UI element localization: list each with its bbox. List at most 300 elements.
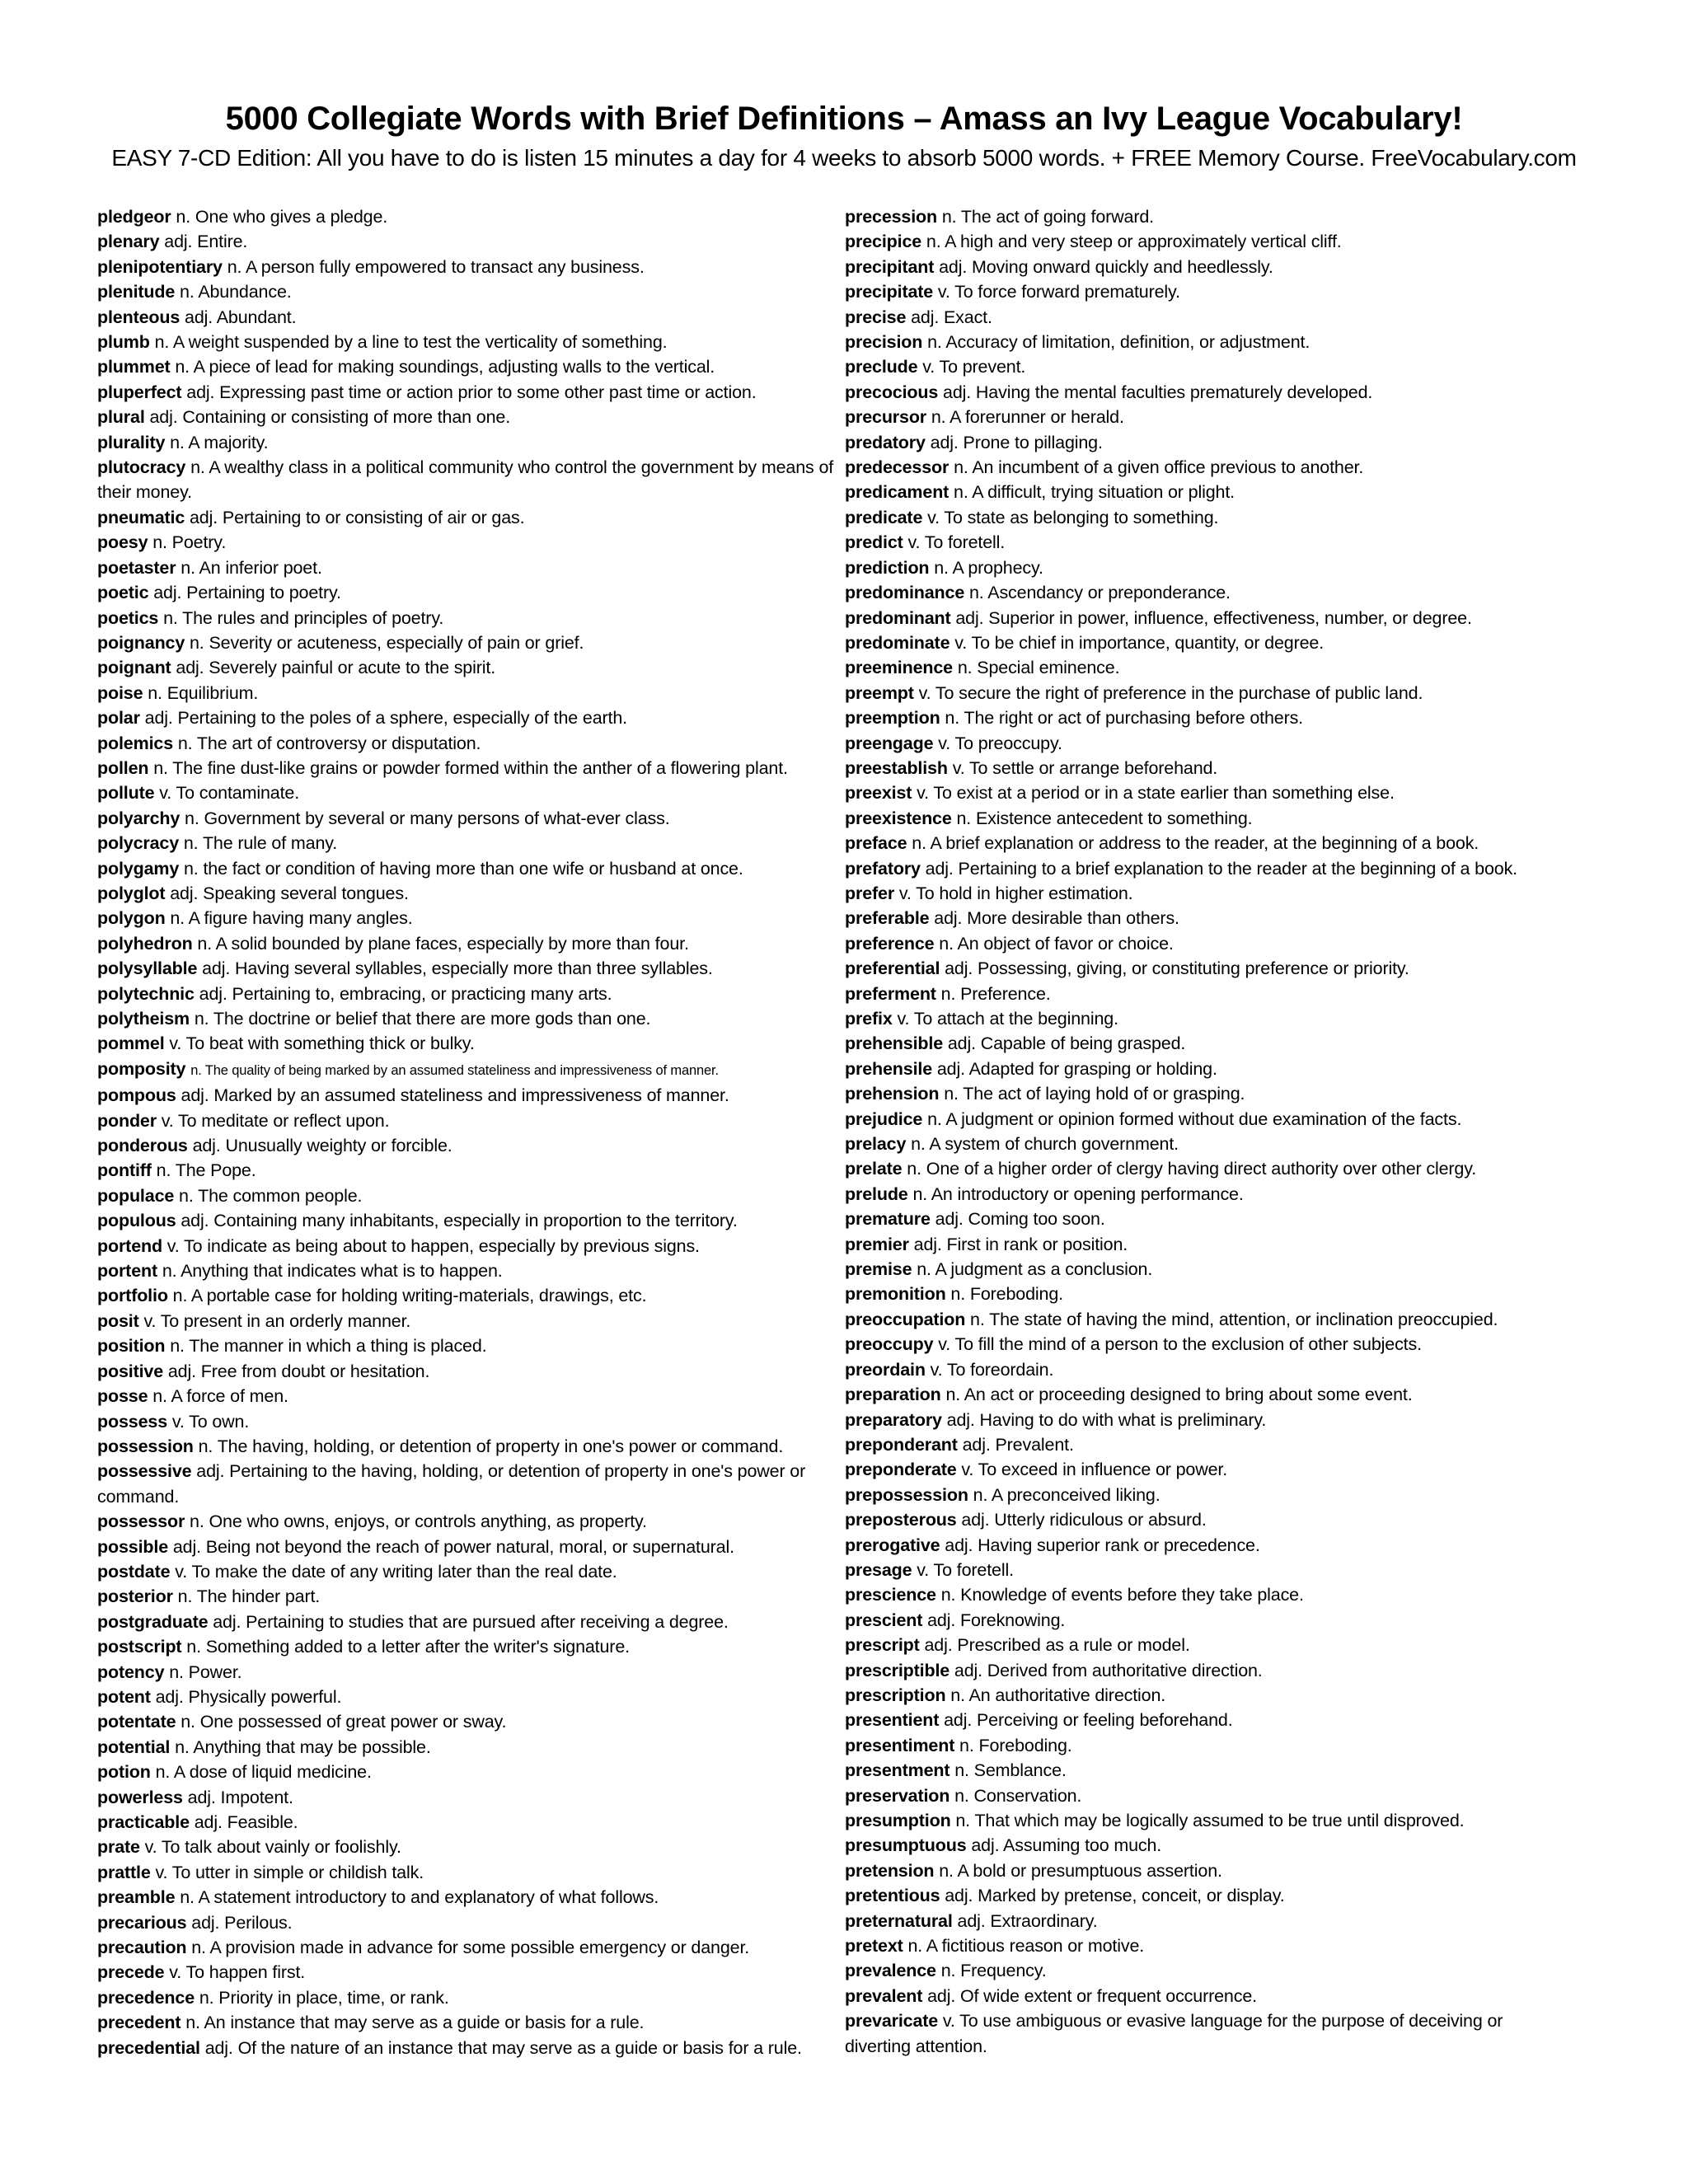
entry-word: position (97, 1336, 166, 1357)
word-entry (97, 1910, 839, 1935)
entry-definition: n. One of a higher order of clergy having direct authority over other clergy. (907, 1159, 1477, 1179)
entry-word: plurality (97, 432, 166, 452)
word-entry (845, 630, 1562, 655)
entry-definition: n. Priority in place, time, or rank. (199, 1987, 449, 2008)
word-entry (97, 430, 839, 455)
entry-definition: n. A figure having many angles. (170, 908, 413, 929)
entry-definition: n. A preconceived liking. (973, 1484, 1160, 1505)
entry-definition: adj. Pertaining to or consisting of air or gas. (190, 507, 525, 527)
word-entry (845, 305, 1562, 330)
entry-definition: n. A judgment or opinion formed without due examination of the facts. (927, 1108, 1462, 1129)
entry-word: preponderate (845, 1460, 957, 1480)
entry-word: preferential (845, 958, 940, 979)
entry-word: predominate (845, 632, 950, 653)
word-entry (97, 931, 839, 956)
entry-definition: adj. Of the nature of an instance that may serve as a guide or basis for a rule. (204, 2037, 802, 2058)
entry-word: preexistence (845, 808, 952, 828)
entry-word: pledgeor (97, 207, 171, 227)
word-entry (845, 354, 1562, 379)
word-entry (97, 731, 839, 756)
entry-definition: adj. Containing many inhabitants, especially in proportion to the territory. (181, 1211, 738, 1231)
entry-definition: n. A fictitious reason or motive. (907, 1936, 1145, 1957)
word-entry (845, 430, 1562, 455)
word-entry (845, 1883, 1562, 1908)
entry-word: poetaster (97, 557, 176, 578)
page-title: 5000 Collegiate Words with Brief Definitions – Amass an Ivy League Vocabulary! (225, 101, 1463, 137)
entry-definition: v. To be chief in importance, quantity, or degree. (954, 632, 1325, 653)
entry-definition: adj. Prescribed as a rule or model. (924, 1635, 1190, 1656)
word-entry (845, 1633, 1562, 1657)
entry-definition: adj. Assuming too much. (971, 1835, 1162, 1856)
entry-word: preparatory (845, 1409, 942, 1430)
entry-definition: n. The common people. (179, 1185, 363, 1206)
word-entry (845, 931, 1562, 956)
entry-word: posit (97, 1310, 139, 1331)
entry-word: pollen (97, 757, 149, 778)
entry-definition: n. Abundance. (180, 282, 292, 302)
entry-word: preeminence (845, 658, 953, 678)
entry-word: predicament (845, 482, 950, 503)
entry-definition: n. Accuracy of limitation, definition, or adjustment. (927, 332, 1311, 353)
entry-definition: v. To exceed in influence or power. (961, 1460, 1228, 1480)
entry-word: plural (97, 407, 145, 428)
entry-word: powerless (97, 1787, 183, 1807)
entry-word: predatory (845, 432, 926, 452)
word-entry (97, 1535, 839, 1559)
entry-definition: v. To own. (171, 1411, 250, 1432)
word-entry (97, 530, 839, 555)
entry-word: prate (97, 1837, 140, 1858)
entry-definition: v. To attach at the beginning. (897, 1009, 1118, 1029)
word-entry (97, 505, 839, 530)
word-entry (97, 1509, 839, 1534)
word-entry (845, 1382, 1562, 1407)
entry-definition: adj. Extraordinary. (957, 1910, 1098, 1931)
entry-definition: n. The doctrine or belief that there are more gods than one. (194, 1009, 651, 1029)
word-entry (97, 1031, 839, 1056)
entry-word: pretension (845, 1860, 935, 1881)
word-entry (97, 1183, 839, 1208)
entry-word: plumb (97, 332, 150, 353)
entry-definition: n. A statement introductory to and explanatory of what follows. (180, 1887, 659, 1908)
entry-definition: n. The state of having the mind, attention, or inclination preoccupied. (970, 1309, 1498, 1329)
entry-definition: v. To happen first. (169, 1962, 306, 1983)
entry-definition: n. The right or act of purchasing before others. (945, 708, 1304, 729)
word-entry (97, 705, 839, 730)
word-entry (97, 2010, 839, 2035)
entry-word: poignancy (97, 632, 185, 653)
entry-definition: n. Conservation. (954, 1785, 1082, 1806)
entry-definition: n. One possessed of great power or sway. (181, 1712, 507, 1732)
entry-definition: v. To force forward prematurely. (937, 282, 1180, 302)
entry-word: preordain (845, 1359, 926, 1380)
entry-definition: n. A system of church government. (911, 1134, 1179, 1155)
entry-definition: adj. Speaking several tongues. (170, 883, 409, 903)
entry-word: premature (845, 1209, 931, 1230)
word-entry (845, 1357, 1562, 1382)
entry-definition: adj. Having the mental faculties prematurely developed. (943, 382, 1373, 402)
entry-word: prelacy (845, 1134, 907, 1155)
word-entry (845, 380, 1562, 405)
entry-word: possess (97, 1411, 168, 1432)
entry-word: postscript (97, 1637, 182, 1657)
entry-word: ponder (97, 1110, 157, 1131)
entry-definition: adj. Severely painful or acute to the spirit. (176, 658, 496, 678)
entry-definition: adj. Foreknowing. (927, 1610, 1066, 1630)
entry-definition: n. A dose of liquid medicine. (155, 1762, 372, 1783)
entry-definition: n. A majority. (170, 432, 269, 452)
entry-word: prescriptible (845, 1660, 950, 1680)
entry-word: precursor (845, 407, 927, 428)
word-entry (845, 1057, 1562, 1081)
word-entry (845, 1107, 1562, 1132)
word-entry (97, 1208, 839, 1233)
entry-word: pretext (845, 1936, 903, 1957)
entry-definition: v. To utter in simple or childish talk. (155, 1862, 424, 1882)
entry-definition: n. A brief explanation or address to the reader, at the beginning of a book. (912, 833, 1479, 854)
word-entry (845, 1582, 1562, 1607)
entry-definition: adj. Possessing, giving, or constituting preference or priority. (945, 958, 1409, 979)
entry-definition: n. An incumbent of a given office previous to another. (954, 457, 1364, 478)
entry-word: poignant (97, 658, 171, 678)
entry-word: prefix (845, 1009, 893, 1029)
entry-word: precedent (97, 2013, 181, 2033)
entry-definition: n. An inferior poet. (181, 557, 322, 578)
word-entry (97, 1384, 839, 1408)
entry-definition: n. The Pope. (156, 1160, 256, 1181)
entry-definition: adj. Perilous. (191, 1912, 293, 1933)
entry-word: precipitant (845, 256, 935, 277)
entry-definition: n. Poetry. (152, 532, 227, 553)
entry-definition: adj. Superior in power, influence, effectiveness, number, or degree. (955, 607, 1472, 628)
entry-word: pretentious (845, 1886, 940, 1906)
entry-definition: n. the fact or condition of having more than one wife or husband at once. (184, 858, 743, 879)
entry-word: prepossession (845, 1484, 968, 1505)
word-entry (845, 881, 1562, 906)
word-entry (97, 1735, 839, 1760)
entry-definition: n. The act of laying hold of or grasping. (944, 1084, 1245, 1104)
entry-definition: n. The manner in which a thing is placed. (170, 1336, 487, 1357)
entry-definition: adj. Having to do with what is preliminary. (946, 1409, 1267, 1430)
entry-definition: v. To exist at a period or in a state earlier than something else. (917, 783, 1395, 804)
entry-definition: adj. Perceiving or feeling beforehand. (944, 1710, 1233, 1731)
entry-definition: n. A bold or presumptuous assertion. (939, 1860, 1222, 1881)
entry-definition: adj. Utterly ridiculous or absurd. (961, 1510, 1207, 1530)
word-entry (97, 1006, 839, 1031)
word-entry (845, 1533, 1562, 1558)
entry-definition: v. To talk about vainly or foolishly. (144, 1837, 401, 1858)
entry-word: prevaricate (845, 2011, 939, 2032)
word-entry (97, 1885, 839, 1910)
word-entry (97, 1434, 839, 1459)
entry-definition: adj. Of wide extent or frequent occurrence. (927, 1985, 1257, 2006)
entry-word: posterior (97, 1586, 173, 1607)
word-entry (97, 1634, 839, 1659)
word-entry (845, 731, 1562, 756)
word-entry (845, 480, 1562, 504)
word-entry (97, 780, 839, 805)
entry-definition: n. A forerunner or herald. (931, 407, 1124, 428)
entry-word: preclude (845, 357, 918, 377)
entry-word: posse (97, 1386, 148, 1407)
entry-definition: n. The hinder part. (177, 1586, 321, 1607)
word-entry (845, 906, 1562, 930)
entry-word: precise (845, 307, 907, 327)
entry-definition: adj. Pertaining to poetry. (153, 583, 341, 603)
entry-definition: v. To fill the mind of a person to the exclusion of other subjects. (938, 1334, 1422, 1355)
entry-word: pluperfect (97, 382, 182, 402)
entry-word: preponderant (845, 1434, 958, 1455)
entry-word: pommel (97, 1033, 165, 1054)
entry-definition: v. To prevent. (922, 357, 1026, 377)
entry-definition: adj. Pertaining to a brief explanation to the reader at the beginning of a book. (925, 858, 1517, 879)
entry-word: pontiff (97, 1160, 152, 1181)
entry-word: prescript (845, 1635, 920, 1656)
entry-word: practicable (97, 1812, 190, 1832)
word-entry (97, 806, 839, 831)
word-entry (97, 1985, 839, 2010)
word-entry (845, 1858, 1562, 1883)
word-entry (97, 455, 839, 505)
page-subtitle: EASY 7-CD Edition: All you have to do is listen 15 minutes a day for 4 weeks to absorb 5000 words. + FREE Memory Course. FreeVocabulary.com (111, 145, 1577, 171)
entry-word: presumptuous (845, 1835, 967, 1856)
word-entry (845, 255, 1562, 279)
entry-definition: v. To state as belonging to something. (927, 507, 1219, 527)
entry-definition: v. To preoccupy. (938, 733, 1062, 753)
entry-definition: n. Preference. (940, 983, 1051, 1004)
entry-word: prelate (845, 1159, 903, 1179)
entry-word: preservation (845, 1785, 950, 1806)
entry-definition: adj. Feasible. (194, 1812, 298, 1832)
entry-definition: adj. Prevalent. (962, 1434, 1074, 1455)
word-entry (845, 831, 1562, 855)
entry-word: plenary (97, 232, 160, 252)
word-entry (97, 606, 839, 630)
entry-word: precarious (97, 1912, 187, 1933)
entry-word: polycracy (97, 833, 180, 854)
entry-word: polytechnic (97, 983, 195, 1004)
word-entry (97, 1258, 839, 1283)
entry-definition: adj. First in rank or position. (913, 1234, 1128, 1254)
entry-definition: adj. Being not beyond the reach of power natural, moral, or supernatural. (172, 1536, 734, 1557)
entry-definition: n. An object of favor or choice. (939, 933, 1174, 954)
word-entry (845, 204, 1562, 229)
word-entry (845, 1758, 1562, 1783)
entry-word: precession (845, 207, 938, 227)
entry-word: poetics (97, 607, 159, 628)
entry-word: populous (97, 1211, 176, 1231)
entry-definition: adj. Pertaining to studies that are pursued after receiving a degree. (213, 1611, 729, 1632)
word-entry (97, 881, 839, 906)
entry-word: preengage (845, 733, 934, 753)
entry-word: presage (845, 1559, 912, 1580)
entry-definition: v. To beat with something thick or bulky. (169, 1033, 475, 1054)
word-entry (97, 1760, 839, 1784)
entry-definition: n. The act of going forward. (941, 207, 1154, 227)
entry-definition: n. The rules and principles of poetry. (163, 607, 444, 628)
entry-word: precaution (97, 1938, 187, 1958)
entry-definition: v. To indicate as being about to happen, especially by previous signs. (166, 1235, 700, 1256)
entry-definition: adj. Pertaining to the poles of a sphere, especially of the earth. (144, 708, 627, 729)
entry-definition: adj. Capable of being grasped. (947, 1033, 1186, 1054)
entry-definition: adj. Prone to pillaging. (930, 432, 1103, 452)
entry-definition: v. To foreordain. (930, 1359, 1054, 1380)
entry-word: potion (97, 1762, 151, 1783)
entry-word: predicate (845, 507, 923, 527)
word-entry (97, 1409, 839, 1434)
word-entry (845, 1408, 1562, 1432)
entry-definition: n. Equilibrium. (148, 682, 259, 703)
word-entry (845, 806, 1562, 831)
entry-word: positive (97, 1361, 164, 1381)
entry-word: predominance (845, 583, 965, 603)
entry-definition: n. Anything that indicates what is to happen. (162, 1261, 503, 1282)
entry-definition: adj. Coming too soon. (935, 1209, 1105, 1230)
entry-word: pollute (97, 783, 155, 804)
word-entry (845, 1683, 1562, 1708)
word-entry (845, 756, 1562, 780)
entry-word: polar (97, 708, 140, 729)
word-entry (97, 255, 839, 279)
entry-word: prehensile (845, 1058, 933, 1079)
entry-definition: n. A piece of lead for making soundings, adjusting walls to the vertical. (175, 357, 715, 377)
entry-word: prediction (845, 557, 930, 578)
entry-definition: adj. Moving onward quickly and heedlessly. (939, 256, 1273, 277)
entry-word: prehensible (845, 1033, 944, 1054)
entry-definition: n. The having, holding, or detention of property in one's power or command. (198, 1436, 784, 1456)
word-entry (845, 1031, 1562, 1056)
word-entry (97, 1610, 839, 1634)
entry-definition: v. To hold in higher estimation. (898, 883, 1133, 903)
entry-word: populace (97, 1185, 175, 1206)
entry-word: preparation (845, 1385, 941, 1405)
word-entry (845, 580, 1562, 605)
entry-word: poesy (97, 532, 148, 553)
word-entry (97, 1459, 839, 1509)
entry-definition: n. Knowledge of events before they take place. (940, 1585, 1304, 1605)
word-entry (97, 204, 839, 229)
entry-word: polyglot (97, 883, 166, 903)
entry-word: precedential (97, 2037, 200, 2058)
entry-word: prejudice (845, 1108, 923, 1129)
entry-word: preempt (845, 682, 914, 703)
entry-definition: v. To meditate or reflect upon. (161, 1110, 390, 1131)
entry-word: preternatural (845, 1910, 953, 1931)
word-entry (97, 1785, 839, 1810)
entry-definition: adj. Impotent. (187, 1787, 293, 1807)
word-entry (845, 780, 1562, 805)
entry-definition: v. To foretell. (907, 532, 1006, 553)
page-header (0, 97, 1688, 175)
word-entry (845, 1432, 1562, 1457)
entry-definition: n. A portable case for holding writing-materials, drawings, etc. (172, 1286, 647, 1306)
word-entry (845, 1507, 1562, 1532)
entry-word: potential (97, 1736, 171, 1757)
entry-definition: v. To make the date of any writing later than the real date. (175, 1561, 617, 1582)
word-entry (97, 956, 839, 981)
word-entry (97, 580, 839, 605)
entry-definition: n. Special eminence. (957, 658, 1120, 678)
word-entry (97, 681, 839, 705)
word-entry (97, 1860, 839, 1885)
word-entry (845, 1984, 1562, 2008)
entry-word: prescient (845, 1610, 923, 1630)
word-entry (845, 1558, 1562, 1582)
word-entry (845, 1081, 1562, 1106)
entry-word: preferment (845, 983, 936, 1004)
entry-definition: adj. Pertaining to the having, holding, or detention of property in one's power or command. (97, 1461, 806, 1507)
word-entry (97, 1158, 839, 1183)
entry-word: ponderous (97, 1136, 188, 1156)
entry-word: premise (845, 1259, 912, 1280)
entry-definition: n. The rule of many. (183, 833, 338, 854)
entry-word: poetic (97, 583, 149, 603)
entry-word: precision (845, 332, 923, 353)
entry-word: portfolio (97, 1286, 168, 1306)
entry-definition: n. A difficult, trying situation or plight. (954, 482, 1235, 503)
word-entry (97, 831, 839, 855)
entry-definition: n. An act or proceeding designed to bring about some event. (945, 1385, 1413, 1405)
entry-word: premier (845, 1234, 909, 1254)
entry-word: preferable (845, 908, 930, 929)
entry-word: presumption (845, 1811, 951, 1830)
entry-definition: n. The quality of being marked by an assumed stateliness and impressiveness of manner. (190, 1062, 719, 1078)
entry-definition: n. An instance that may serve as a guide or basis for a rule. (185, 2013, 645, 2033)
entry-definition: adj. Exact. (911, 307, 992, 327)
entry-definition: n. An introductory or opening performance. (912, 1183, 1244, 1204)
entry-definition: n. Frequency. (940, 1961, 1047, 1981)
entry-word: polyhedron (97, 933, 193, 954)
entry-word: pomposity (97, 1058, 186, 1079)
word-entry (97, 1359, 839, 1384)
entry-word: possible (97, 1536, 169, 1557)
entry-word: prevalent (845, 1985, 923, 2006)
entry-definition: n. A weight suspended by a line to test the verticality of something. (154, 332, 668, 353)
word-entry (845, 1257, 1562, 1282)
word-entry (845, 1156, 1562, 1181)
word-entry (845, 405, 1562, 429)
word-entry (97, 1685, 839, 1709)
entry-word: prattle (97, 1862, 151, 1882)
word-entry (845, 1833, 1562, 1858)
entry-word: polygamy (97, 858, 180, 879)
entry-definition: n. The art of controversy or disputation. (177, 733, 481, 753)
word-entry (845, 279, 1562, 304)
entry-definition: v. To settle or arrange beforehand. (952, 757, 1218, 778)
entry-definition: n. Existence antecedent to something. (956, 808, 1253, 828)
word-entry (845, 606, 1562, 630)
entry-definition: v. To secure the right of preference in the purchase of public land. (918, 682, 1423, 703)
entry-definition: n. One who owns, enjoys, or controls anything, as property. (190, 1511, 647, 1532)
word-entry (845, 330, 1562, 354)
entry-definition: n. Government by several or many persons of what-ever class. (185, 808, 670, 828)
entry-definition: v. To present in an orderly manner. (143, 1310, 411, 1331)
right-column (845, 204, 1562, 2059)
entry-word: preference (845, 933, 935, 954)
word-entry (97, 1660, 839, 1685)
word-entry (845, 1783, 1562, 1808)
word-entry (97, 856, 839, 881)
entry-word: portend (97, 1235, 162, 1256)
entry-definition: adj. Derived from authoritative direction. (954, 1660, 1263, 1680)
entry-word: postgraduate (97, 1611, 209, 1632)
word-entry (845, 1933, 1562, 1958)
entry-word: potency (97, 1661, 165, 1682)
entry-word: precipice (845, 232, 922, 252)
entry-word: plenteous (97, 307, 181, 327)
entry-definition: adj. Marked by an assumed stateliness and impressiveness of manner. (181, 1085, 729, 1106)
entry-word: preoccupy (845, 1334, 934, 1355)
